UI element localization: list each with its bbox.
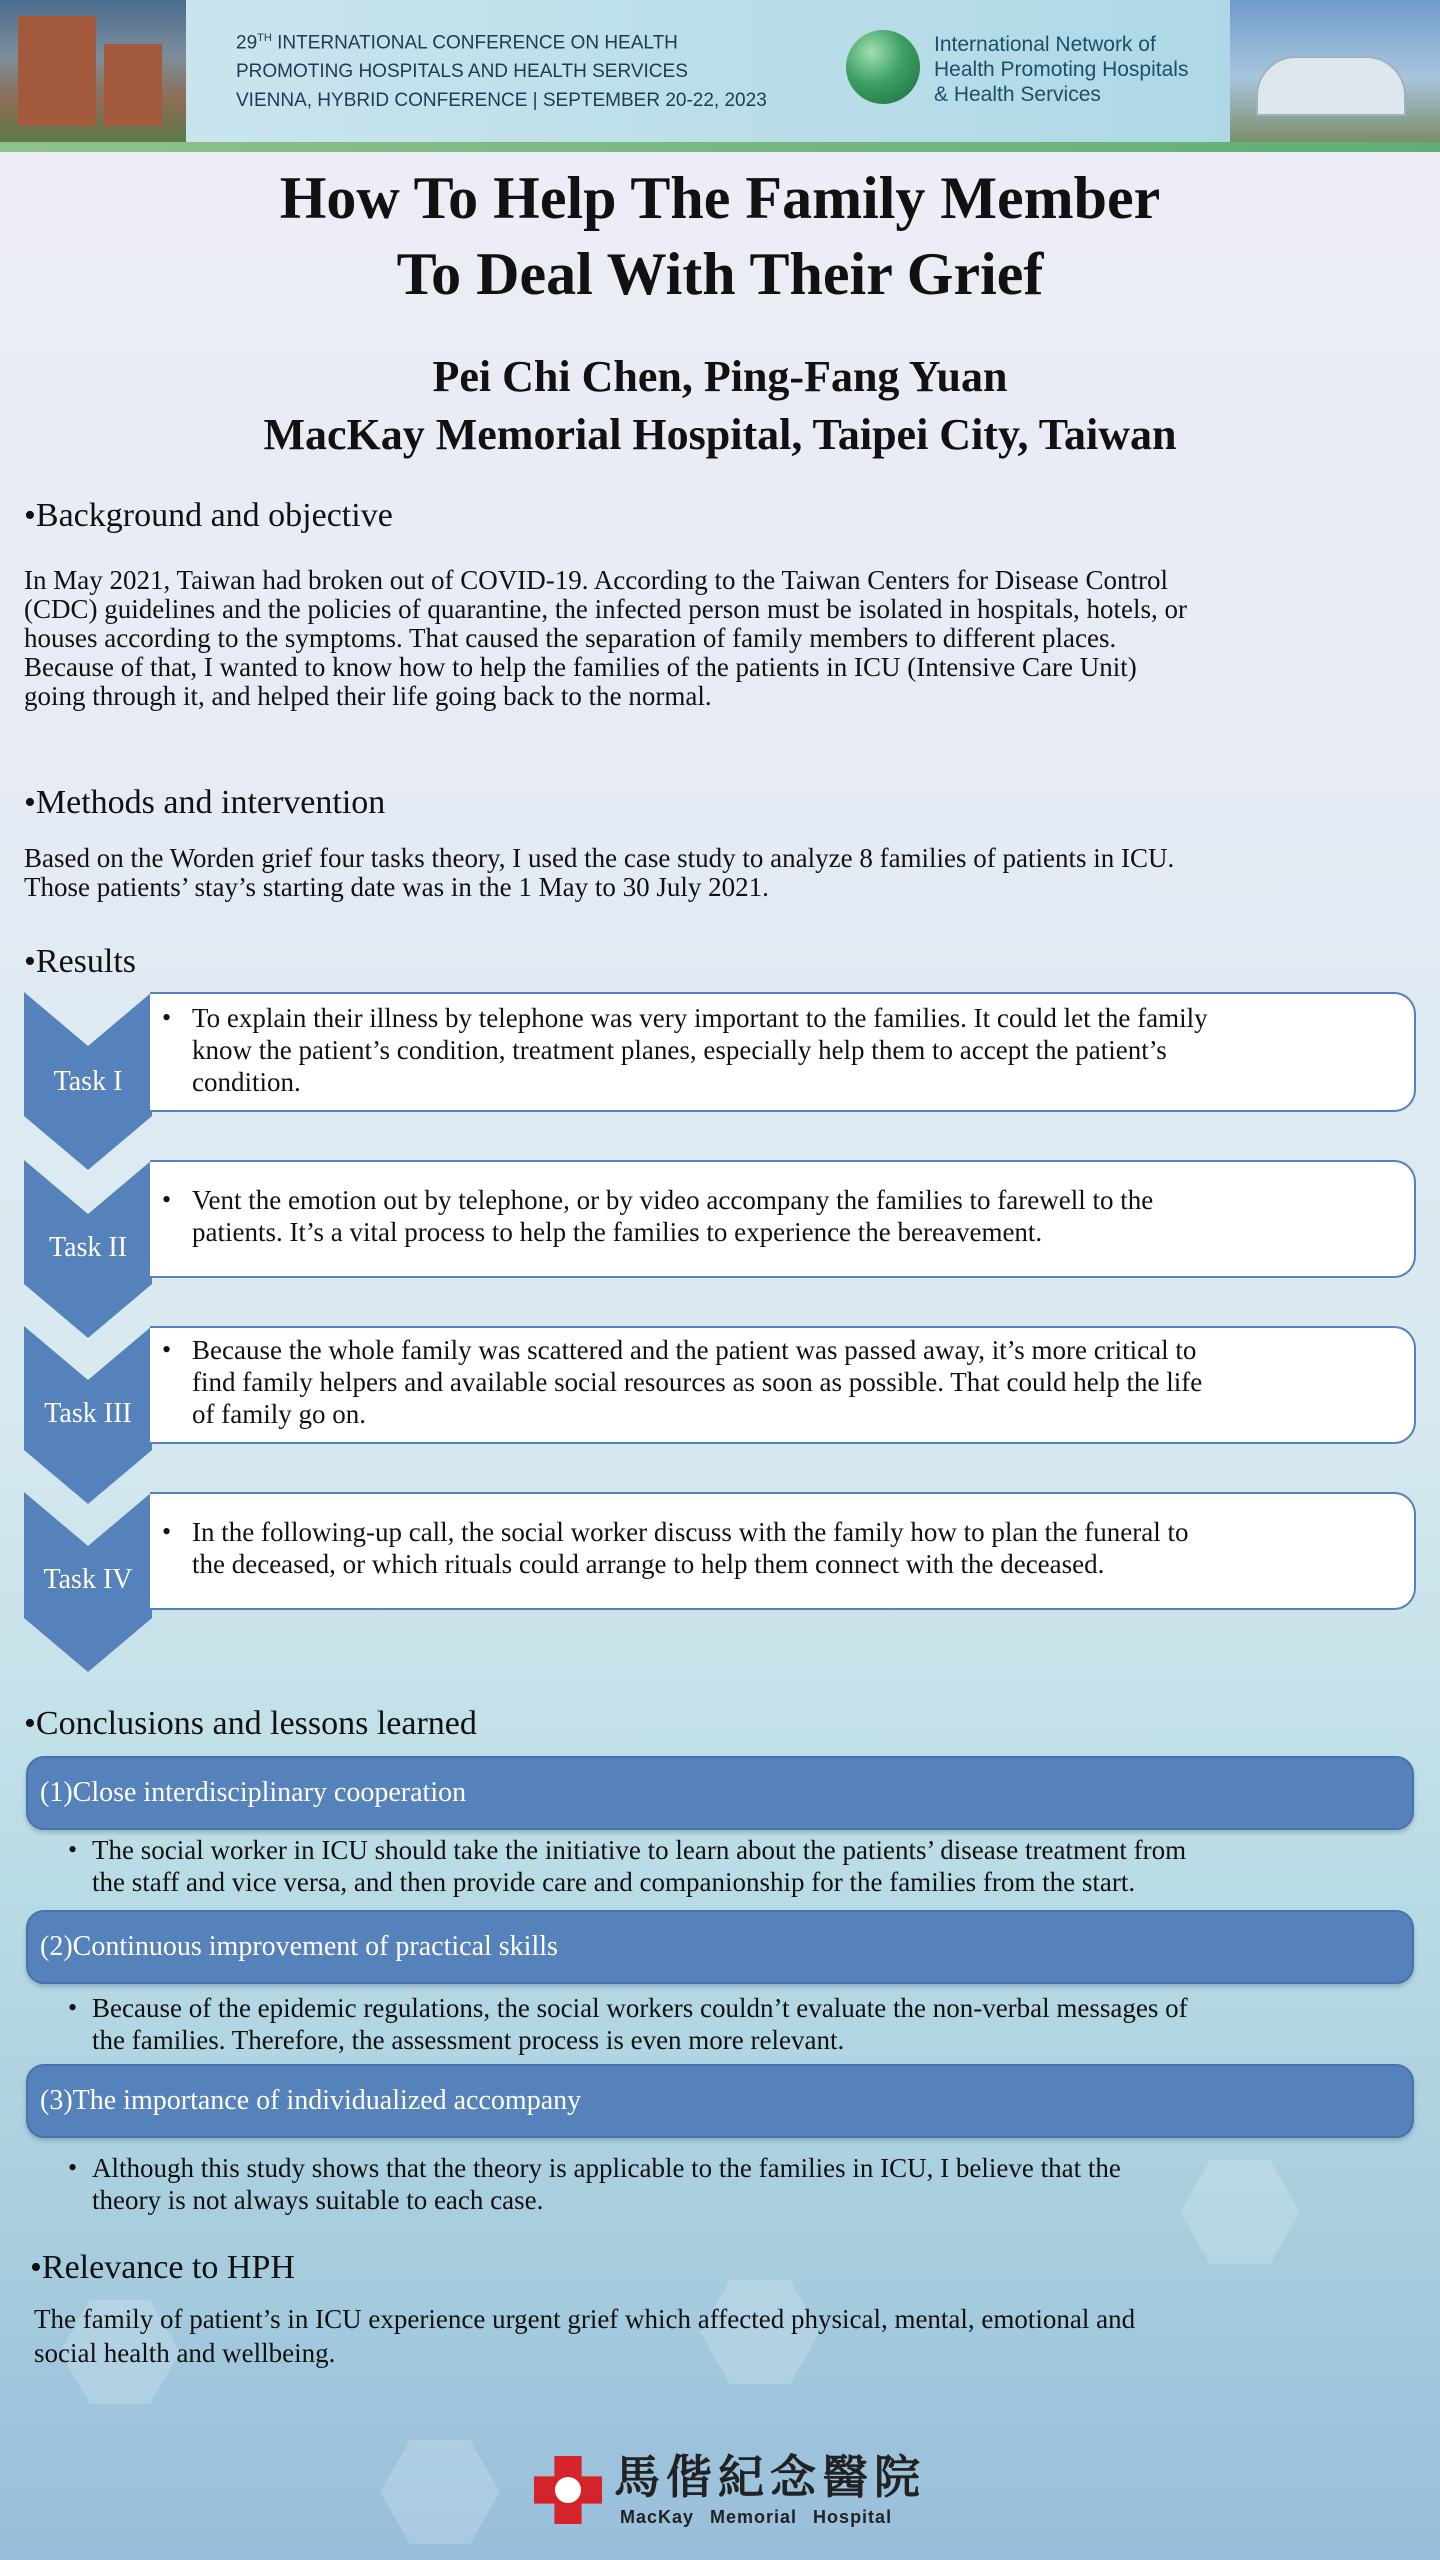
task-1-label: Task I: [53, 1066, 123, 1097]
network-name: International Network of Health Promoting Hospitals & Health Services: [934, 33, 1189, 106]
methods-heading: •Methods and intervention: [24, 784, 386, 821]
conclusion-3-bar: [26, 2064, 1414, 2138]
conclusion-1-text: The social worker in ICU should take the initiative to learn about the patients’ disease treatment from the staff and vice versa, and then provide care and companionship for the families from the start.: [92, 1835, 1187, 1897]
mackay-hospital-seal-icon: [552, 2474, 584, 2506]
conclusion-3-label: (3)The importance of individualized accompany: [40, 2085, 582, 2116]
background-heading: •Background and objective: [24, 497, 393, 534]
bullet-marker: •: [68, 1835, 78, 1864]
conclusion-3-text: Although this study shows that the theory is applicable to the families in ICU, I believe that the theory is not always suitable to each case.: [92, 2153, 1121, 2215]
decorative-hexagon: [380, 2440, 500, 2544]
hospital-building-photo-right: [1230, 0, 1440, 142]
conference-line-3: VIENNA, HYBRID CONFERENCE | SEPTEMBER 20-22, 2023: [236, 90, 767, 112]
task-2-label: Task II: [48, 1232, 128, 1263]
poster-title-line-2: To Deal With Their Grief: [396, 241, 1044, 307]
conclusions-heading: •Conclusions and lessons learned: [24, 1705, 477, 1742]
author-affiliation: MacKay Memorial Hospital, Taipei City, Taiwan: [263, 410, 1177, 459]
conclusion-2-label: (2)Continuous improvement of practical skills: [40, 1931, 558, 1962]
conclusion-1-bar: [26, 1756, 1414, 1830]
task-3-box: [150, 1326, 1416, 1444]
task-4-box: [150, 1492, 1416, 1610]
bullet-marker: •: [162, 1517, 172, 1546]
conference-line-2: PROMOTING HOSPITALS AND HEALTH SERVICES: [236, 61, 688, 83]
bullet-marker: •: [162, 1003, 172, 1032]
poster-title-line-1: How To Help The Family Member: [279, 165, 1161, 231]
conclusion-2-text: Because of the epidemic regulations, the social workers couldn’t evaluate the non-verbal messages of the families. Therefore, the assessment process is even more relevant.: [92, 1993, 1188, 2055]
task-1-box: [150, 992, 1416, 1112]
footer-hospital-name-chinese: 馬偕紀念醫院: [614, 2450, 926, 2504]
task-1-text: To explain their illness by telephone was very important to the families. It could let the family know the patient’s condition, treatment planes, especially help them to accept the patient’s condition.: [192, 1003, 1208, 1097]
methods-text: Based on the Worden grief four tasks theory, I used the case study to analyze 8 families of patients in ICU. Those patients’ stay’s starting date was in the 1 May to 30 July 2021.: [24, 843, 1175, 902]
conclusion-1-label: (1)Close interdisciplinary cooperation: [40, 1777, 467, 1808]
hospital-building-photo-left: [0, 0, 186, 142]
relevance-text: The family of patient’s in ICU experience urgent grief which affected physical, mental, emotional and social health and wellbeing.: [34, 2304, 1136, 2368]
bullet-marker: •: [162, 1185, 172, 1214]
conference-info: [236, 24, 767, 115]
banner-stripe: [0, 142, 1440, 152]
task-2-text: Vent the emotion out by telephone, or by video accompany the families to farewell to the patients. It’s a vital process to help the families to experience the bereavement.: [192, 1185, 1154, 1247]
task-4-label: Task IV: [43, 1564, 133, 1595]
bullet-marker: •: [68, 2153, 78, 2182]
footer-hospital-name: MacKay Memorial Hospital: [620, 2507, 893, 2527]
task-2-box: [150, 1160, 1416, 1278]
task-3-label: Task III: [44, 1398, 132, 1429]
decorative-hexagon: [1180, 2160, 1300, 2264]
relevance-heading: •Relevance to HPH: [30, 2249, 295, 2286]
task-3-text: Because the whole family was scattered and the patient was passed away, it’s more critical to find family helpers and available social resources as soon as possible. That could help the life of family go on.: [192, 1335, 1203, 1429]
hph-network-globe-icon: [846, 30, 920, 104]
conference-banner: [0, 0, 1440, 142]
bullet-marker: •: [162, 1335, 172, 1364]
bullet-marker: •: [68, 1993, 78, 2022]
conference-line-1: 29TH INTERNATIONAL CONFERENCE ON HEALTH: [236, 32, 678, 54]
author-names: Pei Chi Chen, Ping-Fang Yuan: [432, 352, 1008, 401]
conclusion-2-bar: [26, 1910, 1414, 1984]
background-text: In May 2021, Taiwan had broken out of COVID-19. According to the Taiwan Centers for Disease Control (CDC) guidelines and the policies of quarantine, the infected person must be isolated in hospitals, hotels, or houses according to the symptoms. That caused the separation of family members to different places. Because of that, I wanted to know how to help the families of the patients in ICU (Intensive Care Unit) going through it, and helped their life going back to the normal.: [24, 565, 1187, 711]
results-heading: •Results: [24, 943, 137, 980]
task-4-text: In the following-up call, the social worker discuss with the family how to plan the funeral to the deceased, or which rituals could arrange to help them connect with the deceased.: [192, 1517, 1189, 1579]
